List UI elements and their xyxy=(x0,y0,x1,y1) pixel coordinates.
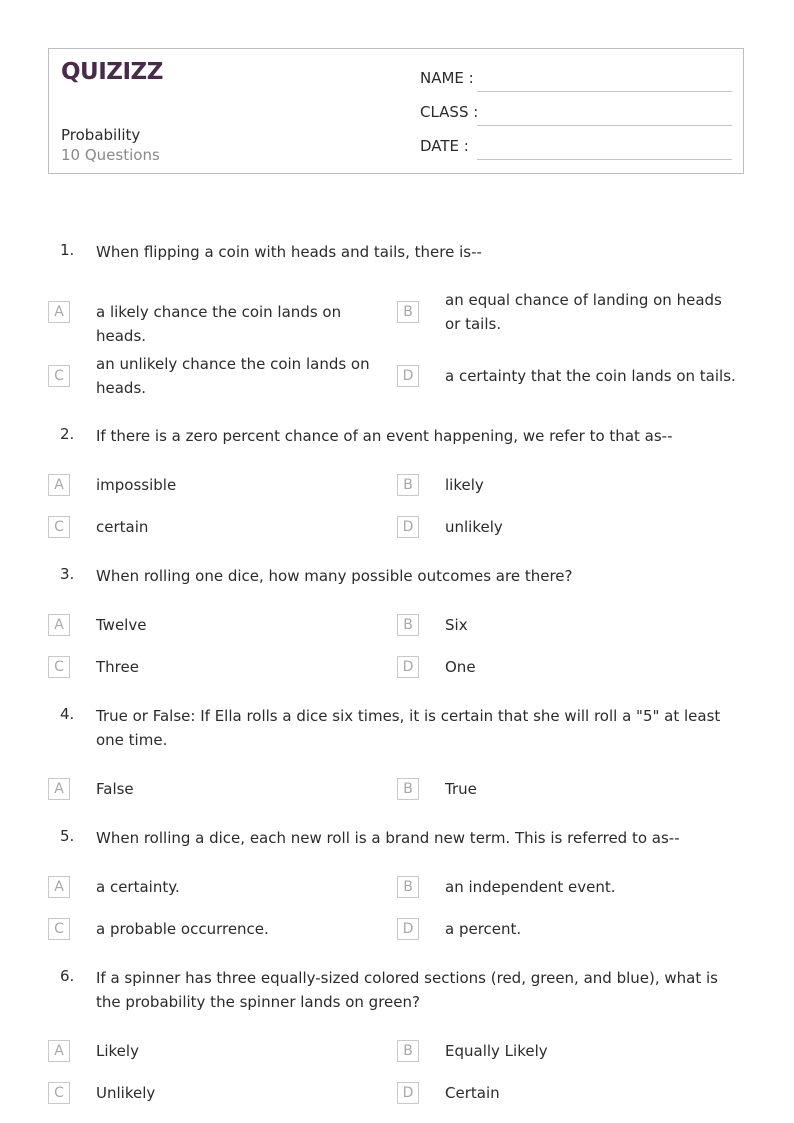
option-text-d: Certain xyxy=(445,1084,500,1102)
name-line[interactable] xyxy=(477,91,732,92)
option-box-a[interactable]: A xyxy=(48,614,70,636)
option-box-d[interactable]: D xyxy=(397,1082,419,1104)
worksheet-title: Probability xyxy=(61,126,141,144)
option-box-c[interactable]: C xyxy=(48,365,70,387)
option-box-b[interactable]: B xyxy=(397,1040,419,1062)
class-line[interactable] xyxy=(477,125,732,126)
name-label: NAME : xyxy=(420,69,474,87)
option-text-a: impossible xyxy=(96,476,177,494)
question-number: 1. xyxy=(60,241,75,259)
option-box-a[interactable]: A xyxy=(48,474,70,496)
option-text-c: Unlikely xyxy=(96,1084,156,1102)
question-text: If a spinner has three equally-sized colored sections (red, green, and blue), what is the probability the spinner lands on green? xyxy=(96,969,718,1011)
option-text-b: True xyxy=(445,780,477,798)
option-text-b: Six xyxy=(445,616,468,634)
option-text-b: an independent event. xyxy=(445,878,616,896)
option-box-d[interactable]: D xyxy=(397,918,419,940)
option-box-a[interactable]: A xyxy=(48,1040,70,1062)
date-line[interactable] xyxy=(477,159,732,160)
option-box-d[interactable]: D xyxy=(397,365,419,387)
option-text-c: a probable occurrence. xyxy=(96,920,269,938)
option-box-a[interactable]: A xyxy=(48,301,70,323)
option-text-b: an equal chance of landing on heads or tails. xyxy=(445,291,722,333)
question-text: When flipping a coin with heads and tails, there is-- xyxy=(96,243,482,261)
option-box-c[interactable]: C xyxy=(48,516,70,538)
question-number: 2. xyxy=(60,425,75,443)
option-box-b[interactable]: B xyxy=(397,876,419,898)
option-box-a[interactable]: A xyxy=(48,778,70,800)
option-text-c: an unlikely chance the coin lands on heads. xyxy=(96,355,370,397)
option-text-a: Twelve xyxy=(96,616,147,634)
question-number: 6. xyxy=(60,967,75,985)
option-text-a: Likely xyxy=(96,1042,139,1060)
question-count: 10 Questions xyxy=(61,146,160,164)
option-text-d: One xyxy=(445,658,476,676)
question-text: When rolling one dice, how many possible outcomes are there? xyxy=(96,567,573,585)
option-text-b: likely xyxy=(445,476,484,494)
option-box-c[interactable]: C xyxy=(48,656,70,678)
date-label: DATE : xyxy=(420,137,469,155)
question-text: If there is a zero percent chance of an event happening, we refer to that as-- xyxy=(96,427,673,445)
question-text: When rolling a dice, each new roll is a brand new term. This is referred to as-- xyxy=(96,829,680,847)
option-text-b: Equally Likely xyxy=(445,1042,548,1060)
option-box-b[interactable]: B xyxy=(397,474,419,496)
option-box-b[interactable]: B xyxy=(397,778,419,800)
option-text-a: False xyxy=(96,780,134,798)
option-box-a[interactable]: A xyxy=(48,876,70,898)
option-text-a: a likely chance the coin lands on heads. xyxy=(96,303,342,345)
option-box-c[interactable]: C xyxy=(48,918,70,940)
option-text-a: a certainty. xyxy=(96,878,180,896)
quizizz-logo: QUIZIZZ xyxy=(61,59,163,85)
question-number: 3. xyxy=(60,565,75,583)
option-text-d: unlikely xyxy=(445,518,503,536)
option-text-c: certain xyxy=(96,518,149,536)
option-box-b[interactable]: B xyxy=(397,301,419,323)
class-label: CLASS : xyxy=(420,103,479,121)
option-text-d: a percent. xyxy=(445,920,522,938)
option-text-c: Three xyxy=(96,658,139,676)
question-text: True or False: If Ella rolls a dice six times, it is certain that she will roll a "5" at least one time. xyxy=(96,707,721,749)
option-box-d[interactable]: D xyxy=(397,516,419,538)
option-box-c[interactable]: C xyxy=(48,1082,70,1104)
option-box-d[interactable]: D xyxy=(397,656,419,678)
worksheet-header xyxy=(48,48,744,174)
question-number: 4. xyxy=(60,705,75,723)
option-box-b[interactable]: B xyxy=(397,614,419,636)
option-text-d: a certainty that the coin lands on tails. xyxy=(445,367,736,385)
question-number: 5. xyxy=(60,827,75,845)
